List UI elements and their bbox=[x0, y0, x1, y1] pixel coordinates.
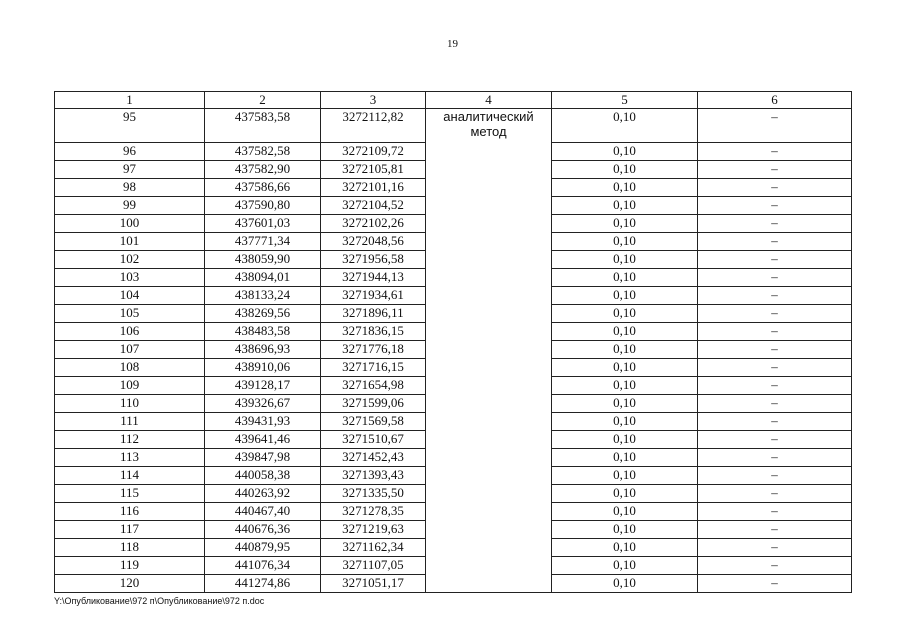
method-cell-continued bbox=[426, 431, 552, 449]
method-cell-continued bbox=[426, 341, 552, 359]
note-cell: – bbox=[698, 197, 852, 215]
method-cell-continued bbox=[426, 413, 552, 431]
table-row bbox=[55, 341, 852, 359]
accuracy-cell: 0,10 bbox=[552, 449, 698, 467]
y-coordinate-cell: 3272112,82 bbox=[321, 109, 426, 143]
x-coordinate-cell: 437583,58 bbox=[205, 109, 321, 143]
table-row bbox=[55, 215, 852, 233]
y-coordinate-cell: 3271599,06 bbox=[321, 395, 426, 413]
x-coordinate-cell: 440263,92 bbox=[205, 485, 321, 503]
note-cell: – bbox=[698, 557, 852, 575]
accuracy-cell: 0,10 bbox=[552, 431, 698, 449]
y-coordinate-cell: 3272101,16 bbox=[321, 179, 426, 197]
accuracy-cell: 0,10 bbox=[552, 215, 698, 233]
column-header: 2 bbox=[205, 92, 321, 109]
x-coordinate-cell: 438059,90 bbox=[205, 251, 321, 269]
accuracy-cell: 0,10 bbox=[552, 557, 698, 575]
table-header-row bbox=[55, 92, 852, 109]
y-coordinate-cell: 3271510,67 bbox=[321, 431, 426, 449]
y-coordinate-cell: 3271716,15 bbox=[321, 359, 426, 377]
method-cell-continued bbox=[426, 395, 552, 413]
table-row bbox=[55, 521, 852, 539]
note-cell: – bbox=[698, 575, 852, 593]
accuracy-cell: 0,10 bbox=[552, 575, 698, 593]
note-cell: – bbox=[698, 539, 852, 557]
method-cell-continued bbox=[426, 287, 552, 305]
table-row bbox=[55, 161, 852, 179]
table-row bbox=[55, 359, 852, 377]
y-coordinate-cell: 3272105,81 bbox=[321, 161, 426, 179]
y-coordinate-cell: 3271654,98 bbox=[321, 377, 426, 395]
note-cell: – bbox=[698, 323, 852, 341]
x-coordinate-cell: 438696,93 bbox=[205, 341, 321, 359]
note-cell: – bbox=[698, 161, 852, 179]
table-body bbox=[55, 109, 852, 593]
accuracy-cell: 0,10 bbox=[552, 251, 698, 269]
accuracy-cell: 0,10 bbox=[552, 197, 698, 215]
note-cell: – bbox=[698, 521, 852, 539]
y-coordinate-cell: 3271452,43 bbox=[321, 449, 426, 467]
method-cell-continued bbox=[426, 215, 552, 233]
note-cell: – bbox=[698, 287, 852, 305]
accuracy-cell: 0,10 bbox=[552, 269, 698, 287]
x-coordinate-cell: 437582,90 bbox=[205, 161, 321, 179]
x-coordinate-cell: 438094,01 bbox=[205, 269, 321, 287]
point-number-cell: 119 bbox=[55, 557, 205, 575]
y-coordinate-cell: 3271934,61 bbox=[321, 287, 426, 305]
note-cell: – bbox=[698, 359, 852, 377]
method-text: метод bbox=[470, 124, 507, 139]
note-cell: – bbox=[698, 449, 852, 467]
method-cell-continued bbox=[426, 251, 552, 269]
accuracy-cell: 0,10 bbox=[552, 109, 698, 143]
method-text: аналитический bbox=[443, 109, 534, 124]
point-number-cell: 114 bbox=[55, 467, 205, 485]
table-row bbox=[55, 449, 852, 467]
note-cell: – bbox=[698, 431, 852, 449]
x-coordinate-cell: 437590,80 bbox=[205, 197, 321, 215]
y-coordinate-cell: 3271569,58 bbox=[321, 413, 426, 431]
note-cell: – bbox=[698, 341, 852, 359]
table-row bbox=[55, 377, 852, 395]
note-cell: – bbox=[698, 233, 852, 251]
accuracy-cell: 0,10 bbox=[552, 179, 698, 197]
point-number-cell: 107 bbox=[55, 341, 205, 359]
point-number-cell: 97 bbox=[55, 161, 205, 179]
y-coordinate-cell: 3272104,52 bbox=[321, 197, 426, 215]
note-cell: – bbox=[698, 305, 852, 323]
accuracy-cell: 0,10 bbox=[552, 395, 698, 413]
point-number-cell: 101 bbox=[55, 233, 205, 251]
table-row bbox=[55, 485, 852, 503]
table-row bbox=[55, 395, 852, 413]
accuracy-cell: 0,10 bbox=[552, 359, 698, 377]
method-cell-continued bbox=[426, 359, 552, 377]
point-number-cell: 115 bbox=[55, 485, 205, 503]
page-number: 19 bbox=[447, 38, 458, 50]
y-coordinate-cell: 3271051,17 bbox=[321, 575, 426, 593]
method-cell-continued bbox=[426, 521, 552, 539]
y-coordinate-cell: 3272102,26 bbox=[321, 215, 426, 233]
y-coordinate-cell: 3271219,63 bbox=[321, 521, 426, 539]
method-cell-continued bbox=[426, 197, 552, 215]
note-cell: – bbox=[698, 377, 852, 395]
note-cell: – bbox=[698, 485, 852, 503]
method-cell-continued bbox=[426, 179, 552, 197]
method-cell-continued bbox=[426, 161, 552, 179]
method-cell-continued bbox=[426, 485, 552, 503]
method-cell-continued bbox=[426, 503, 552, 521]
point-number-cell: 109 bbox=[55, 377, 205, 395]
method-cell-continued bbox=[426, 305, 552, 323]
table-row bbox=[55, 233, 852, 251]
accuracy-cell: 0,10 bbox=[552, 413, 698, 431]
accuracy-cell: 0,10 bbox=[552, 287, 698, 305]
accuracy-cell: 0,10 bbox=[552, 377, 698, 395]
y-coordinate-cell: 3271836,15 bbox=[321, 323, 426, 341]
table-row bbox=[55, 251, 852, 269]
accuracy-cell: 0,10 bbox=[552, 161, 698, 179]
point-number-cell: 103 bbox=[55, 269, 205, 287]
y-coordinate-cell: 3271107,05 bbox=[321, 557, 426, 575]
table-row bbox=[55, 143, 852, 161]
x-coordinate-cell: 440058,38 bbox=[205, 467, 321, 485]
table-row bbox=[55, 109, 852, 143]
method-cell-continued bbox=[426, 269, 552, 287]
table-row bbox=[55, 197, 852, 215]
column-header: 1 bbox=[55, 92, 205, 109]
point-number-cell: 106 bbox=[55, 323, 205, 341]
accuracy-cell: 0,10 bbox=[552, 143, 698, 161]
table-row bbox=[55, 539, 852, 557]
method-cell-continued bbox=[426, 467, 552, 485]
table-row bbox=[55, 431, 852, 449]
x-coordinate-cell: 438269,56 bbox=[205, 305, 321, 323]
x-coordinate-cell: 439431,93 bbox=[205, 413, 321, 431]
accuracy-cell: 0,10 bbox=[552, 521, 698, 539]
point-number-cell: 100 bbox=[55, 215, 205, 233]
point-number-cell: 99 bbox=[55, 197, 205, 215]
point-number-cell: 104 bbox=[55, 287, 205, 305]
x-coordinate-cell: 439641,46 bbox=[205, 431, 321, 449]
table-row bbox=[55, 269, 852, 287]
column-header: 4 bbox=[426, 92, 552, 109]
method-cell-continued bbox=[426, 233, 552, 251]
note-cell: – bbox=[698, 395, 852, 413]
point-number-cell: 102 bbox=[55, 251, 205, 269]
point-number-cell: 96 bbox=[55, 143, 205, 161]
table-row bbox=[55, 503, 852, 521]
accuracy-cell: 0,10 bbox=[552, 233, 698, 251]
point-number-cell: 116 bbox=[55, 503, 205, 521]
x-coordinate-cell: 440676,36 bbox=[205, 521, 321, 539]
y-coordinate-cell: 3272109,72 bbox=[321, 143, 426, 161]
accuracy-cell: 0,10 bbox=[552, 503, 698, 521]
coordinates-table bbox=[54, 91, 852, 593]
note-cell: – bbox=[698, 215, 852, 233]
x-coordinate-cell: 441274,86 bbox=[205, 575, 321, 593]
method-cell-continued bbox=[426, 323, 552, 341]
y-coordinate-cell: 3272048,56 bbox=[321, 233, 426, 251]
method-cell-continued bbox=[426, 539, 552, 557]
y-coordinate-cell: 3271393,43 bbox=[321, 467, 426, 485]
accuracy-cell: 0,10 bbox=[552, 323, 698, 341]
x-coordinate-cell: 439326,67 bbox=[205, 395, 321, 413]
table-row bbox=[55, 305, 852, 323]
table-row bbox=[55, 179, 852, 197]
column-header: 5 bbox=[552, 92, 698, 109]
x-coordinate-cell: 441076,34 bbox=[205, 557, 321, 575]
x-coordinate-cell: 437771,34 bbox=[205, 233, 321, 251]
point-number-cell: 112 bbox=[55, 431, 205, 449]
y-coordinate-cell: 3271896,11 bbox=[321, 305, 426, 323]
column-header: 3 bbox=[321, 92, 426, 109]
x-coordinate-cell: 440879,95 bbox=[205, 539, 321, 557]
accuracy-cell: 0,10 bbox=[552, 485, 698, 503]
accuracy-cell: 0,10 bbox=[552, 467, 698, 485]
point-number-cell: 108 bbox=[55, 359, 205, 377]
table-row bbox=[55, 575, 852, 593]
note-cell: – bbox=[698, 251, 852, 269]
y-coordinate-cell: 3271956,58 bbox=[321, 251, 426, 269]
table-row bbox=[55, 467, 852, 485]
note-cell: – bbox=[698, 143, 852, 161]
point-number-cell: 118 bbox=[55, 539, 205, 557]
x-coordinate-cell: 437582,58 bbox=[205, 143, 321, 161]
point-number-cell: 111 bbox=[55, 413, 205, 431]
x-coordinate-cell: 439128,17 bbox=[205, 377, 321, 395]
y-coordinate-cell: 3271162,34 bbox=[321, 539, 426, 557]
point-number-cell: 113 bbox=[55, 449, 205, 467]
table-row bbox=[55, 557, 852, 575]
x-coordinate-cell: 437601,03 bbox=[205, 215, 321, 233]
accuracy-cell: 0,10 bbox=[552, 539, 698, 557]
x-coordinate-cell: 438910,06 bbox=[205, 359, 321, 377]
accuracy-cell: 0,10 bbox=[552, 305, 698, 323]
note-cell: – bbox=[698, 269, 852, 287]
table-row bbox=[55, 413, 852, 431]
note-cell: – bbox=[698, 179, 852, 197]
column-header: 6 bbox=[698, 92, 852, 109]
x-coordinate-cell: 437586,66 bbox=[205, 179, 321, 197]
y-coordinate-cell: 3271944,13 bbox=[321, 269, 426, 287]
table-row bbox=[55, 287, 852, 305]
method-cell-continued bbox=[426, 575, 552, 593]
footer-file-path: Y:\Опубликование\972 п\Опубликование\972 п.doc bbox=[54, 596, 265, 606]
point-number-cell: 110 bbox=[55, 395, 205, 413]
point-number-cell: 117 bbox=[55, 521, 205, 539]
method-cell-continued bbox=[426, 377, 552, 395]
method-cell-continued bbox=[426, 449, 552, 467]
accuracy-cell: 0,10 bbox=[552, 341, 698, 359]
method-cell bbox=[426, 109, 552, 143]
x-coordinate-cell: 438483,58 bbox=[205, 323, 321, 341]
x-coordinate-cell: 439847,98 bbox=[205, 449, 321, 467]
method-cell-continued bbox=[426, 557, 552, 575]
note-cell: – bbox=[698, 467, 852, 485]
y-coordinate-cell: 3271278,35 bbox=[321, 503, 426, 521]
y-coordinate-cell: 3271335,50 bbox=[321, 485, 426, 503]
y-coordinate-cell: 3271776,18 bbox=[321, 341, 426, 359]
note-cell: – bbox=[698, 413, 852, 431]
note-cell: – bbox=[698, 109, 852, 143]
point-number-cell: 105 bbox=[55, 305, 205, 323]
point-number-cell: 95 bbox=[55, 109, 205, 143]
point-number-cell: 98 bbox=[55, 179, 205, 197]
point-number-cell: 120 bbox=[55, 575, 205, 593]
x-coordinate-cell: 438133,24 bbox=[205, 287, 321, 305]
note-cell: – bbox=[698, 503, 852, 521]
table-row bbox=[55, 323, 852, 341]
x-coordinate-cell: 440467,40 bbox=[205, 503, 321, 521]
method-cell-continued bbox=[426, 143, 552, 161]
